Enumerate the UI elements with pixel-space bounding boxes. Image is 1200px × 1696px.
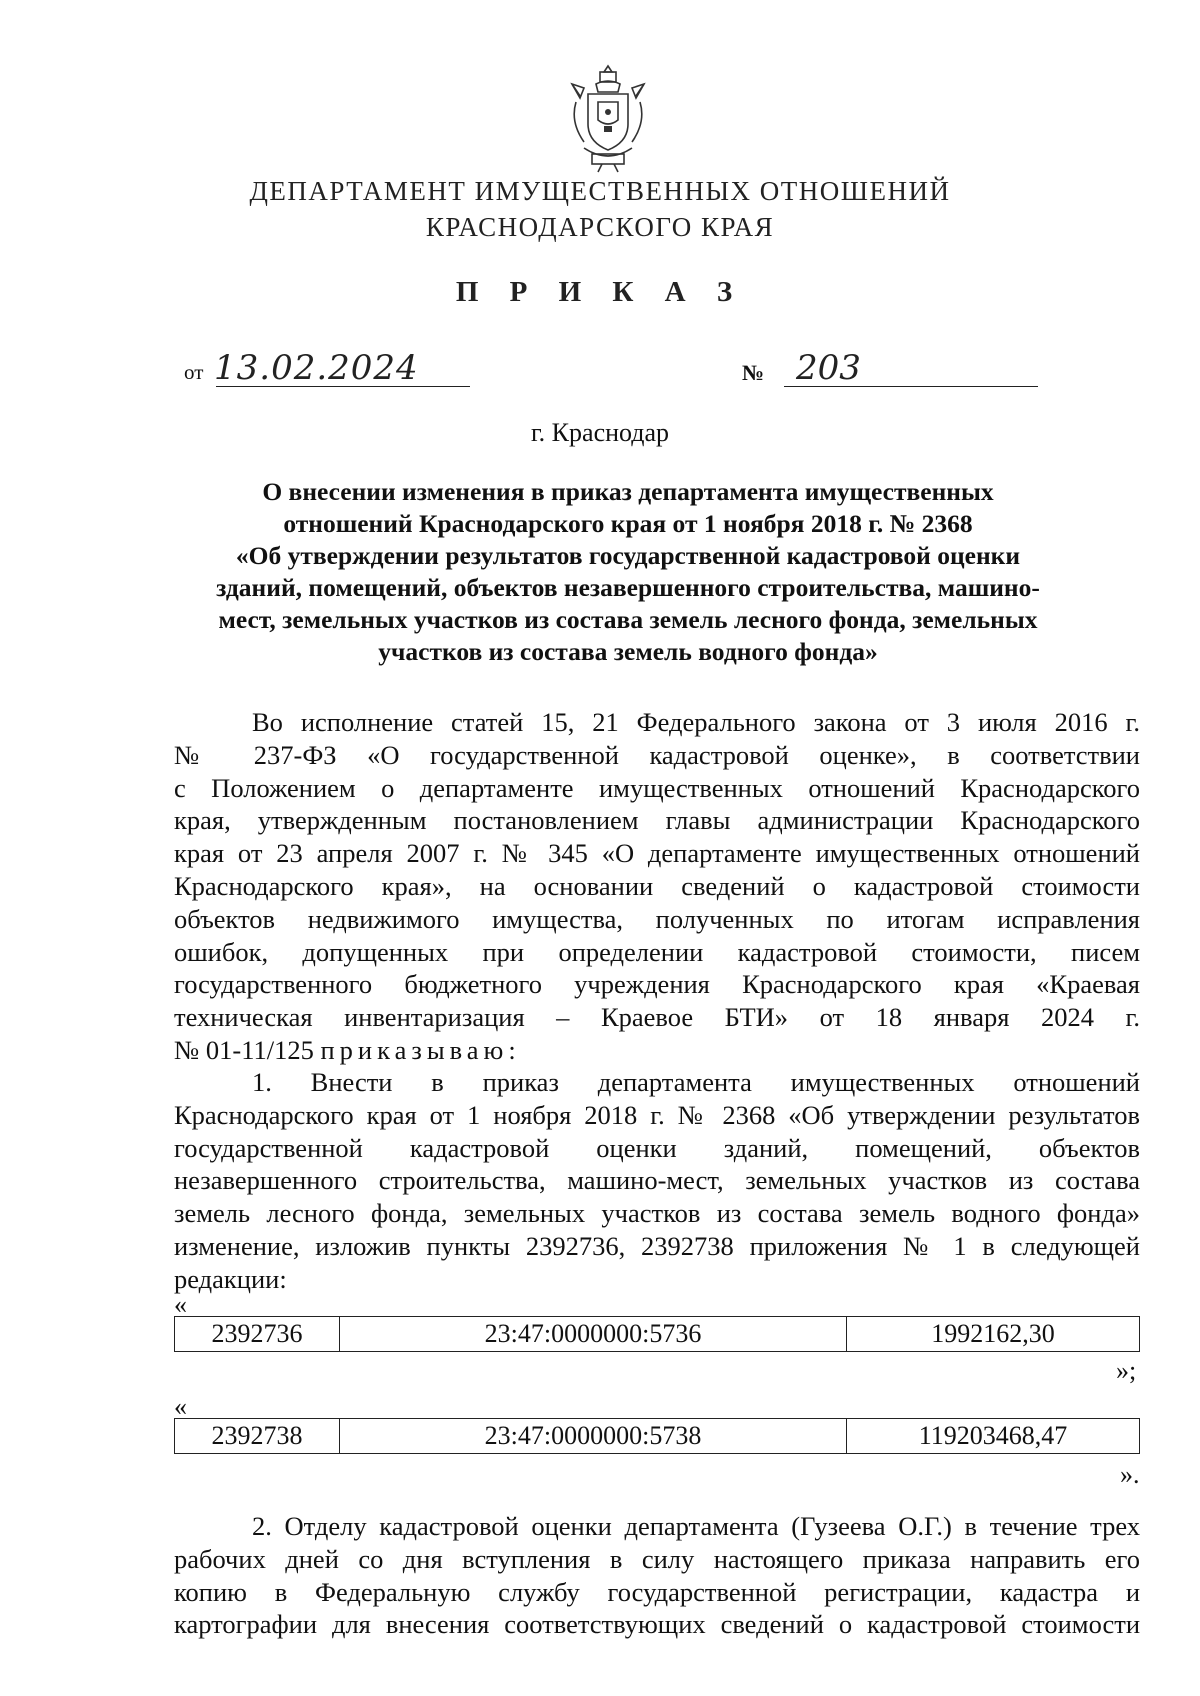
text-line: незавершенного строительства, машино-мест, земельных участков из состава xyxy=(174,1165,1140,1196)
handwritten-date: 13.02.2024 xyxy=(214,348,419,388)
text-line: 1. Внести в приказ департамента имущественных отношений xyxy=(252,1067,1140,1097)
text-line: края, утвержденным постановлением главы администрации Краснодарского xyxy=(174,805,1140,836)
heading-line: О внесении изменения в приказ департамента имущественных xyxy=(262,477,994,506)
table-row xyxy=(175,1317,1140,1352)
cadastral-value-cell: 119203468,47 xyxy=(847,1419,1140,1454)
number-underline xyxy=(784,386,1038,387)
item-number-cell: 2392736 xyxy=(175,1317,340,1352)
heading-line: зданий, помещений, объектов незавершенного строительства, машино- xyxy=(216,573,1040,602)
entry-table xyxy=(174,1316,1140,1352)
close-quote: ». xyxy=(1120,1460,1140,1489)
text-line-last: редакции: xyxy=(174,1263,287,1294)
cadastral-value-cell: 1992162,30 xyxy=(847,1317,1140,1352)
text-line: 2. Отделу кадастровой оценки департамента (Гузеева О.Г.) в течение трех xyxy=(252,1511,1140,1541)
text-line: края от 23 апреля 2007 г. № 345 «О департаменте имущественных отношений xyxy=(174,838,1140,869)
text-line: Краснодарского края», на основании сведений о кадастровой стоимости xyxy=(174,870,1140,901)
item-2-paragraph xyxy=(174,1510,1140,1641)
department-name-line2: КРАСНОДАРСКОГО КРАЯ xyxy=(425,212,775,242)
text-line: № 237-ФЗ «О государственной кадастровой оценке», в соответствии xyxy=(174,739,1140,770)
text-line: ошибок, допущенных при определении кадастровой стоимости, писем xyxy=(174,936,1140,967)
number-label: № xyxy=(742,360,765,385)
preamble-paragraph xyxy=(174,706,1140,1067)
text-line: с Положением о департаменте имущественных отношений Краснодарского xyxy=(174,772,1140,803)
coat-of-arms-icon xyxy=(566,62,650,174)
document-heading xyxy=(188,476,1068,668)
text-line: государственной кадастровой оценки зданий, помещений, объектов xyxy=(174,1132,1140,1163)
handwritten-number: 203 xyxy=(796,348,861,388)
date-underline xyxy=(216,386,470,387)
text-line: рабочих дней со дня вступления в силу настоящего приказа направить его xyxy=(174,1543,1140,1574)
city: г. Краснодар xyxy=(530,418,670,447)
cadastral-number-cell: 23:47:0000000:5736 xyxy=(340,1317,847,1352)
text-line: земель лесного фонда, земельных участков из состава земель водного фонда» xyxy=(174,1198,1140,1229)
order-verb: приказываю: xyxy=(320,1034,521,1065)
text-line: государственного бюджетного учреждения Краснодарского края «Краевая xyxy=(174,969,1140,1000)
text-line: копию в Федеральную службу государственной регистрации, кадастра и xyxy=(174,1576,1140,1607)
order-reference: № 01-11/125 xyxy=(174,1034,314,1065)
heading-line: участков из состава земель водного фонда» xyxy=(378,637,878,666)
text-line: Краснодарского края от 1 ноября 2018 г. № 2368 «Об утверждении результатов xyxy=(174,1099,1140,1130)
document-type: П Р И К А З xyxy=(455,276,745,308)
text-line: изменение, изложив пункты 2392736, 2392738 приложения № 1 в следующей xyxy=(174,1230,1140,1261)
date-label: от xyxy=(184,360,204,384)
cadastral-number-cell: 23:47:0000000:5738 xyxy=(340,1419,847,1454)
heading-line: отношений Краснодарского края от 1 ноября 2018 г. № 2368 xyxy=(283,509,973,538)
item-number-cell: 2392738 xyxy=(175,1419,340,1454)
text-line: картографии для внесения соответствующих сведений о кадастровой стоимости xyxy=(174,1609,1140,1640)
heading-line: «Об утверждении результатов государственной кадастровой оценки xyxy=(235,541,1021,570)
text-line: техническая инвентаризация – Краевое БТИ» от 18 января 2024 г. xyxy=(174,1002,1140,1033)
entry-table xyxy=(174,1418,1140,1454)
text-line: Во исполнение статей 15, 21 Федерального закона от 3 июля 2016 г. xyxy=(252,707,1140,737)
item-1-paragraph xyxy=(174,1066,1140,1296)
text-line: объектов недвижимого имущества, полученных по итогам исправления xyxy=(174,903,1140,934)
heading-line: мест, земельных участков из состава земель лесного фонда, земельных xyxy=(218,605,1038,634)
table-row xyxy=(175,1419,1140,1454)
open-quote: « xyxy=(174,1290,187,1319)
close-quote: »; xyxy=(1116,1356,1137,1385)
text-line-last xyxy=(174,1034,1140,1067)
open-quote: « xyxy=(174,1392,187,1421)
department-name-line1: ДЕПАРТАМЕНТ ИМУЩЕСТВЕННЫХ ОТНОШЕНИЙ xyxy=(249,176,951,206)
